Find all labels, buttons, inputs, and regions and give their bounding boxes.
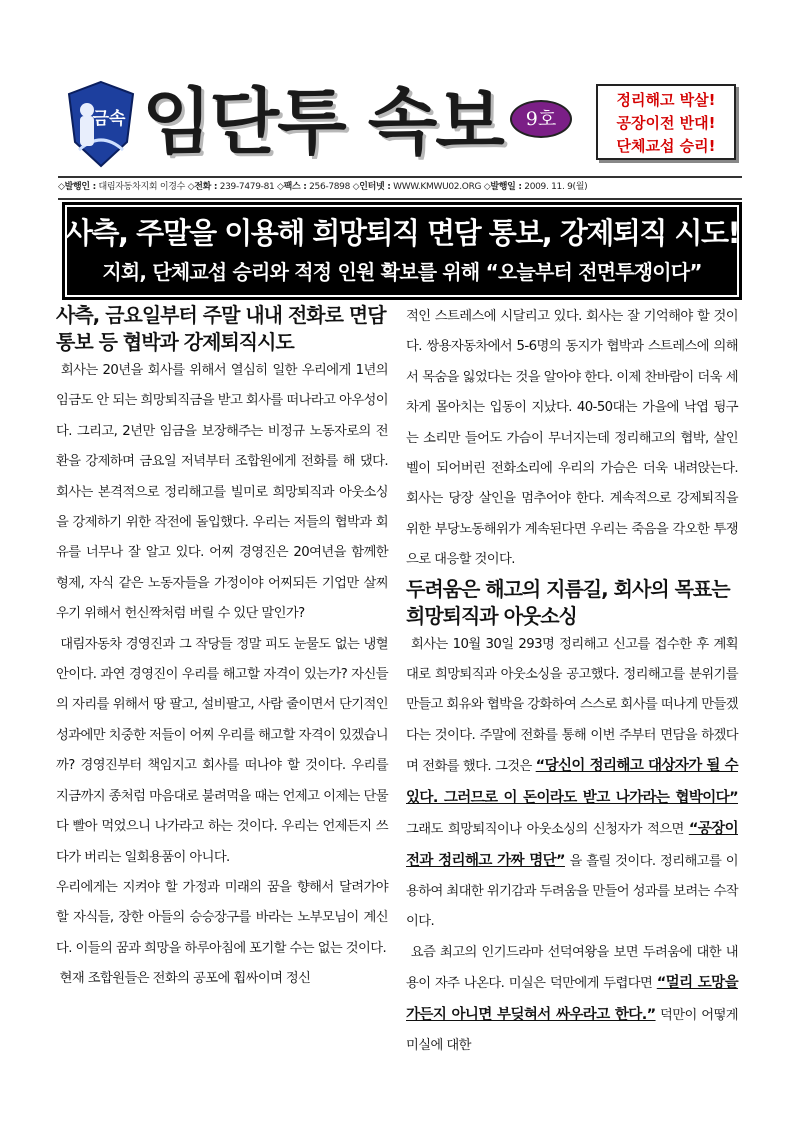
main-headline: 사측, 주말을 이용해 희망퇴직 면담 통보, 강제퇴직 시도!!	[65, 216, 751, 250]
quote-threat: “당신이 정리해고 대상자가 될 수 있다. 그러므로 이 돈이라도 받고 나가라는 협박이다”	[406, 758, 738, 806]
web-value: WWW.KMWU02.ORG	[393, 182, 482, 192]
left-heading: 사측, 금요일부터 주말 내내 전화로 면담통보 등 협박과 강제퇴직시도	[56, 303, 386, 354]
emblem-text: 금속	[92, 109, 126, 129]
web-label: ◇인터넷 :	[352, 182, 391, 192]
slogan-1: 정리해고 박살!	[616, 91, 716, 109]
left-column	[56, 302, 388, 995]
right-heading: 두려움은 해고의 지름길, 회사의 목표는 희망퇴직과 아웃소싱	[406, 576, 730, 628]
fax-label: ◇팩스 :	[276, 182, 307, 192]
left-paragraph-3: 우리에게는 지켜야 할 가정과 미래의 꿈을 향해서 달려가야 할 자식들, 장한 아들의 승승장구를 바라는 노부모님이 계신다. 이들의 꿈과 희망을 하루아침에 포기할 수는 없는 것이다.	[56, 879, 388, 956]
headline-box	[62, 202, 751, 300]
slogan-box	[596, 84, 736, 160]
left-paragraph-1: 회사는 20년을 회사를 위해서 열심히 일한 우리에게 1년의 임금도 안 되는 희망퇴직금을 받고 회사를 떠나라고 아우성이다. 그리고, 2년만 임금을 보장해주는 비정규 노동자로의 전환을 강제하며 금요일 저녁부터 조합원에게 전화를 해 댔다. 회사는 본격적으로 정리해고를 빌미로 희망퇴직과 아웃소싱을 강제하기 위한 작전에 돌입했다. 우리는 저들의 협박과 회유를 너무나 잘 알고 있다. 어찌 경영진은 20여년을 함께한 형제, 자식 같은 노동자들을 가정이야 어찌되든 기업만 살찌우기 위해서 헌신짝처럼 버릴 수 있단 말인가?	[56, 363, 388, 622]
right-paragraph-2: 회사는 10월 30일 293명 정리해고 신고를 접수한 후 계획대로 희망퇴직과 아웃소싱을 공고했다. 정리해고를 분위기를 만들고 회유와 협박을 강화하여 스스로 회사를 떠나게 만들겠다는 것이다. 주말에 전화를 통해 이번 주부터 면담을 하겠다며 전화를 했다. 그것은 “당신이 정리해고 대상자가 될 수 있다. 그러므로 이 돈이라도 받고 나가라는 협박이다” 그래도 희망퇴직이나 아웃소싱의 신청자가 적으면 “공장이전과 정리해고 가짜 명단” 을 흘릴 것이다. 정리해고를 이용하여 최대한 위기감과 두려움을 만들어 성과를 보려는 수작이다.	[406, 636, 738, 930]
issue-badge: 9호	[510, 100, 572, 138]
publisher-value: 대림자동차지회 이경수	[98, 182, 186, 192]
masthead	[60, 74, 740, 174]
left-paragraph-4: 현재 조합원들은 전화의 공포에 휩싸이며 정신	[59, 971, 311, 987]
slogan-3: 단체교섭 승리!	[616, 137, 716, 155]
sub-headline: 지회, 단체교섭 승리와 적정 인원 확보를 위해 “오늘부터 전면투쟁이다”	[102, 260, 702, 284]
publisher-label: ◇발행인 :	[58, 182, 96, 192]
fax-value: 256-7898	[309, 182, 351, 192]
publication-info-bar	[58, 176, 742, 200]
union-emblem-icon	[65, 80, 137, 168]
phone-label: ◇전화 :	[187, 182, 218, 192]
newsletter-title: 임단투 속보	[142, 80, 503, 164]
quote-fake-list: “공장이전과 정리해고 가짜 명단”	[406, 821, 738, 869]
right-column	[406, 302, 738, 1061]
date-label: ◇발행일 :	[483, 182, 522, 192]
right-paragraph-1: 적인 스트레스에 시달리고 있다. 회사는 잘 기억해야 할 것이다. 쌍용자동차에서 5-6명의 동지가 협박과 스트레스에 의해서 목숨을 잃었다는 것을 알아야 한다. 이제 찬바람이 더욱 세차게 몰아치는 입동이 지났다. 40-50대는 가을에 낙엽 뒹구는 소리만 들어도 가슴이 무너지는데 정리해고의 협박, 살인벨이 되어버린 전화소리에 우리의 가슴은 더욱 내려앉는다. 회사는 당장 살인을 멈추어야 한다. 계속적으로 강제퇴직을 위한 부당노동해위가 계속된다면 우리는 죽음을 각오한 투쟁으로 대응할 것이다.	[406, 309, 738, 568]
quote-drama: “멀리 도망을 가든지 아니면 부딪혀서 싸우라고 한다.”	[406, 975, 738, 1023]
phone-value: 239-7479-81	[219, 182, 275, 192]
slogan-2: 공장이전 반대!	[616, 114, 716, 132]
left-paragraph-2: 대림자동차 경영진과 그 작당들 정말 피도 눈물도 없는 냉혈안이다. 과연 경영진이 우리를 해고할 자격이 있는가? 자신들의 자리를 위해서 땅 팔고, 설비팔고, 사람 줄이면서 단기적인 성과에만 치중한 저들이 어찌 우리를 해고할 자격이 있겠습니까? 경영진부터 책임지고 회사를 떠나야 할 것이다. 우리를 지금까지 종처럼 마음대로 불려먹을 때는 언제고 이제는 단물 다 빨아 먹었으니 나가라고 하는 것이다. 우리는 언제든지 쓰다가 버리는 일회용품이 아니다.	[56, 636, 388, 865]
date-value: 2009. 11. 9(월)	[524, 182, 588, 192]
right-paragraph-3: 요즘 최고의 인기드라마 선덕여왕을 보면 두려움에 대한 내용이 자주 나온다. 미실은 덕만에게 두렵다면 “멀리 도망을 가든지 아니면 부딪혀서 싸우라고 한다.” 덕만이 어떻게 미실에 대한	[406, 944, 738, 1053]
